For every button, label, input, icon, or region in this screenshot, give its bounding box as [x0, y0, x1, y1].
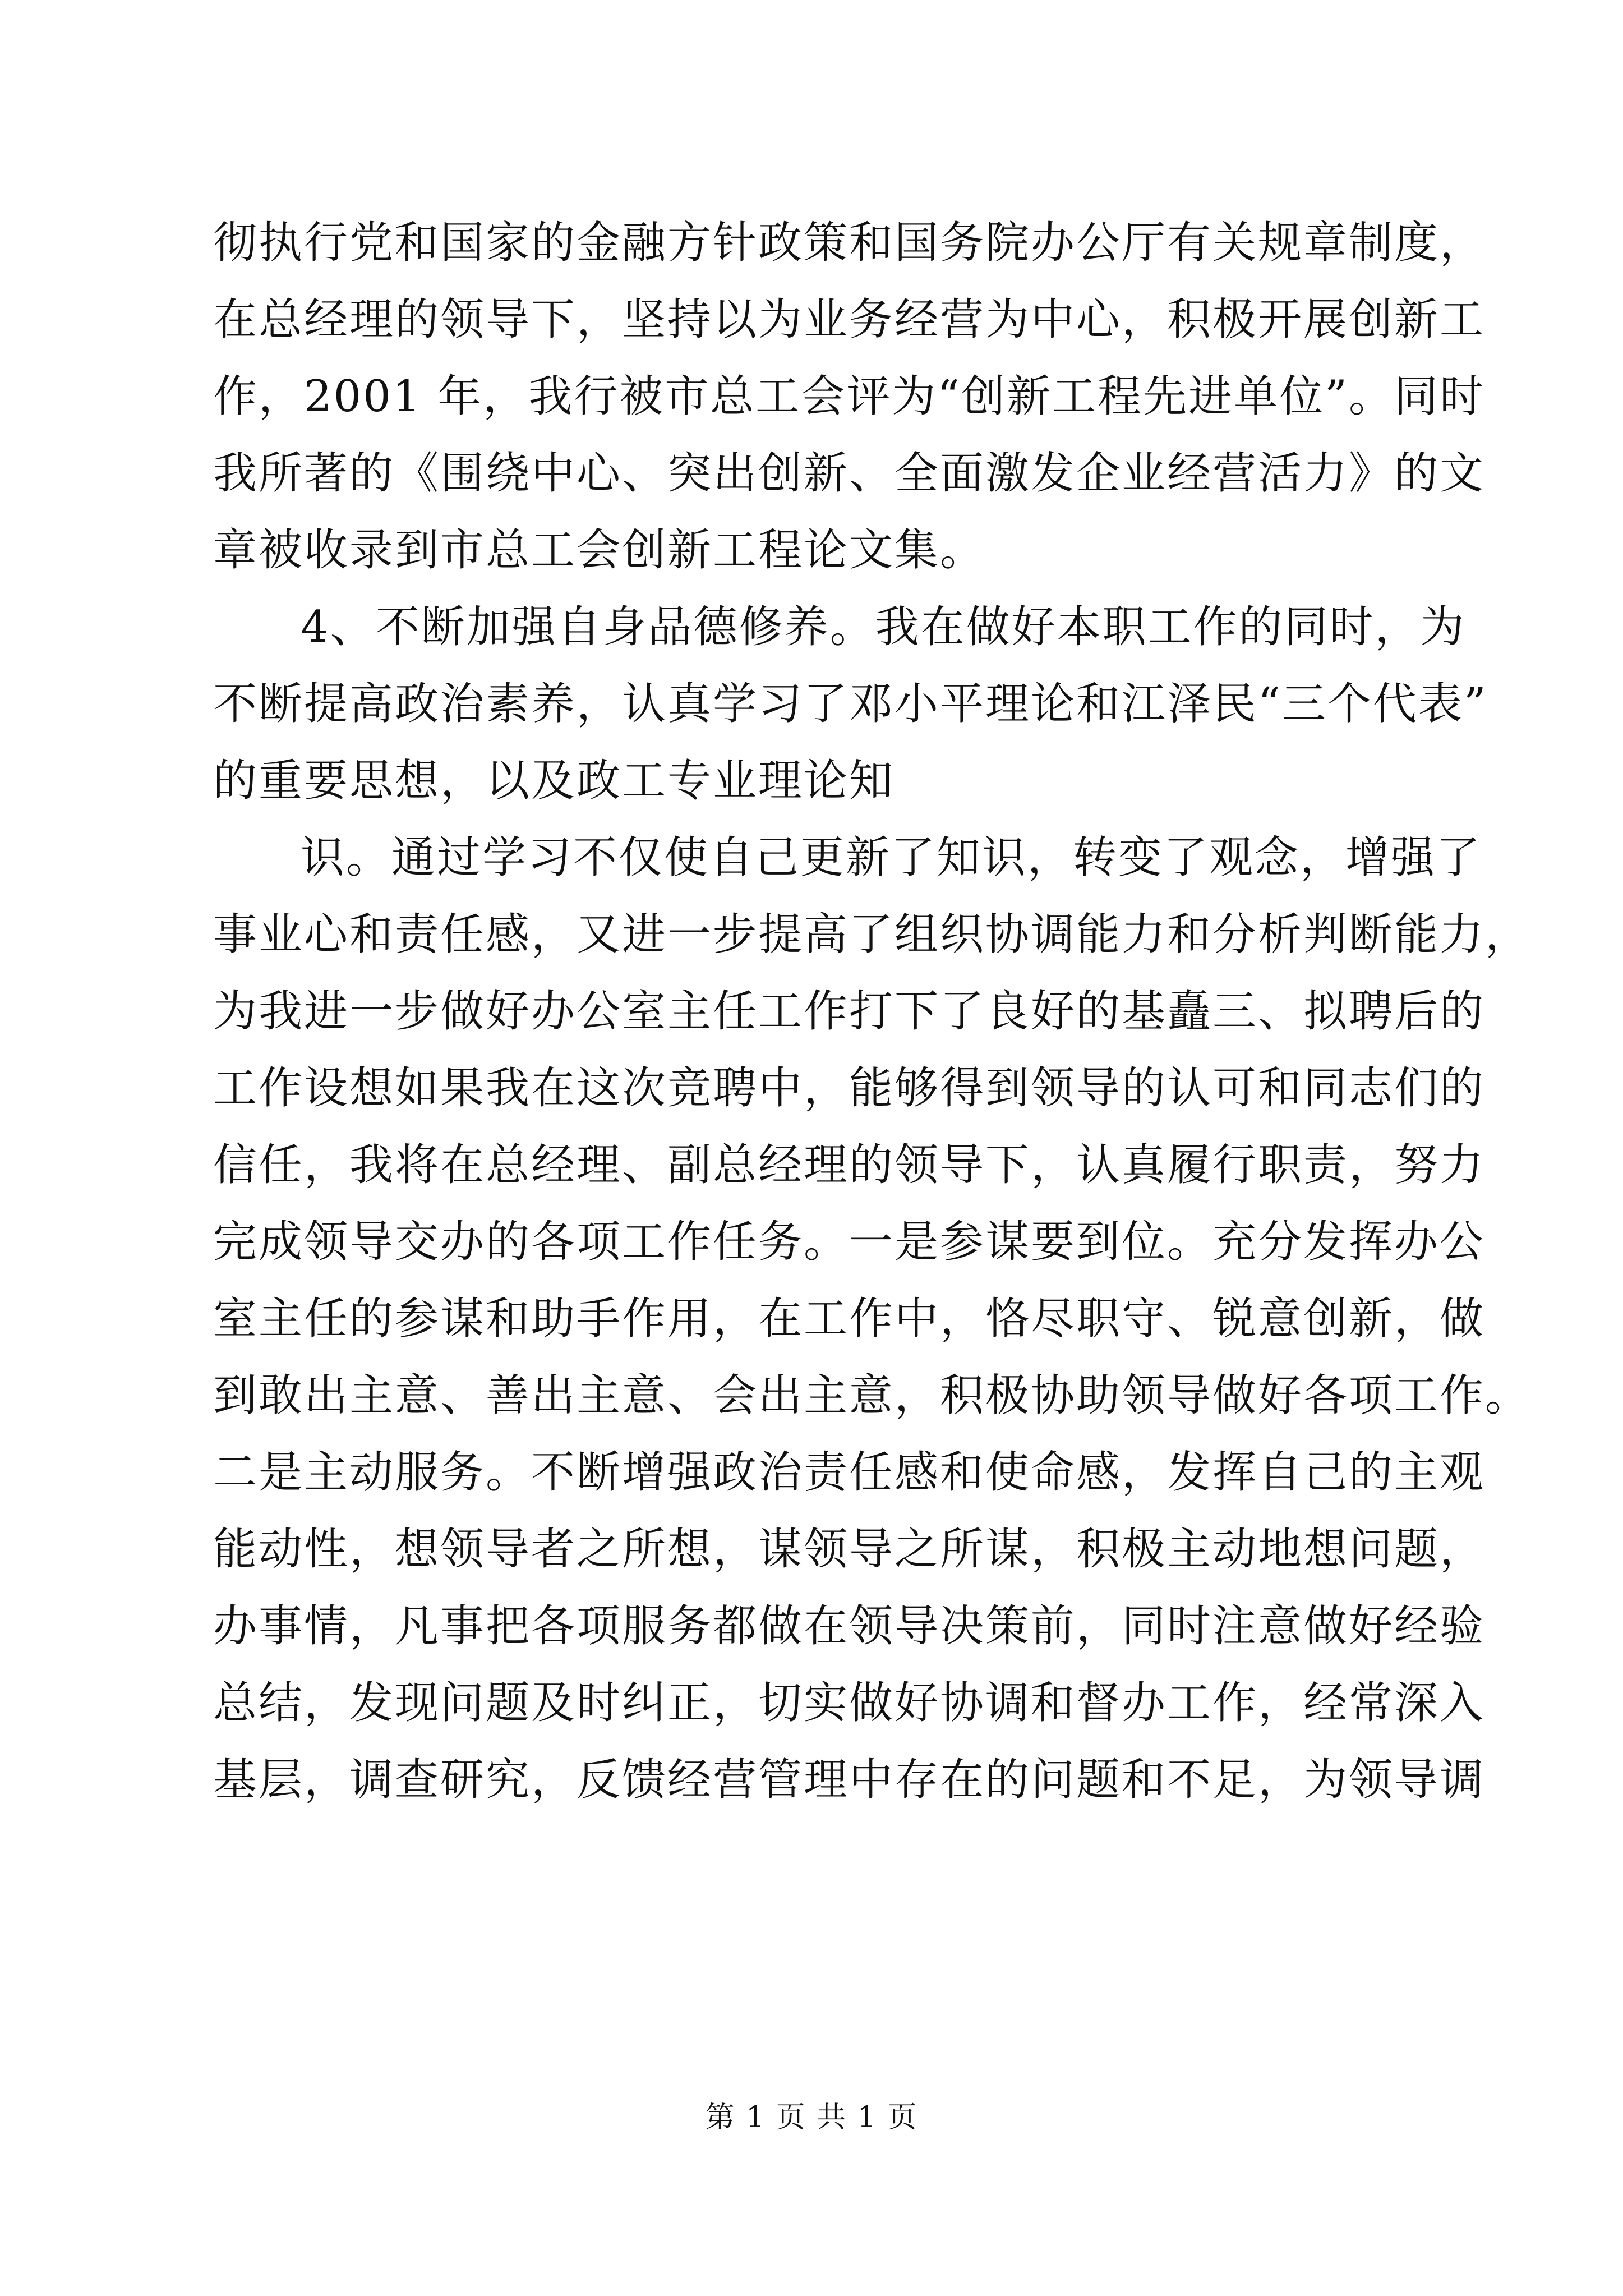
page-number-label: 第 1 页 共 1 页	[705, 2101, 918, 2134]
text-line: 的重要思想，以及政工专业理论知	[213, 756, 895, 806]
text-line: 章被收录到市总工会创新工程论文集。	[213, 525, 986, 576]
text-line: 不断提高政治素养，认真学习了邓小平理论和江泽民“三个代表”	[213, 679, 1488, 729]
text-line: 二是主动服务。不断增强政治责任感和使命感，发挥自己的主观	[213, 1447, 1486, 1498]
page-footer	[0, 2098, 1623, 2137]
document-body	[213, 205, 1531, 1819]
text-line: 工作设想如果我在这次竞聘中，能够得到领导的认可和同志们的	[213, 1063, 1486, 1114]
text-line: 事业心和责任感，又进一步提高了组织协调能力和分析判断能力，	[213, 909, 1531, 960]
text-line: 总结，发现问题及时纠正，切实做好协调和督办工作，经常深入	[213, 1678, 1486, 1728]
text-line: 到敢出主意、善出主意、会出主意，积极协助领导做好各项工作。	[213, 1370, 1531, 1421]
text-line: 彻执行党和国家的金融方针政策和国务院办公厅有关规章制度，	[213, 218, 1486, 268]
text-line: 识。通过学习不仅使自己更新了知识，转变了观念，增强了	[301, 832, 1482, 883]
text-line: 办事情，凡事把各项服务都做在领导决策前，同时注意做好经验	[213, 1601, 1486, 1651]
text-line: 信任，我将在总经理、副总经理的领导下，认真履行职责，努力	[213, 1140, 1486, 1190]
text-line: 作，2001 年，我行被市总工会评为“创新工程先进单位”。同时	[213, 371, 1486, 422]
text-line: 室主任的参谋和助手作用，在工作中，恪尽职守、锐意创新，做	[213, 1294, 1486, 1344]
text-line: 基层，调查研究，反馈经营管理中存在的问题和不足，为领导调	[213, 1755, 1486, 1805]
text-line: 我所著的《围绕中心、突出创新、全面激发企业经营活力》的文	[213, 448, 1486, 499]
text-line: 能动性，想领导者之所想，谋领导之所谋，积极主动地想问题，	[213, 1524, 1486, 1575]
text-line: 为我进一步做好办公室主任工作打下了良好的基矗三、拟聘后的	[213, 986, 1486, 1037]
text-line: 4、不断加强自身品德修养。我在做好本职工作的同时，为	[301, 602, 1466, 652]
text-line: 完成领导交办的各项工作任务。一是参谋要到位。充分发挥办公	[213, 1217, 1486, 1267]
text-line: 在总经理的领导下，坚持以为业务经营为中心，积极开展创新工	[213, 295, 1486, 345]
